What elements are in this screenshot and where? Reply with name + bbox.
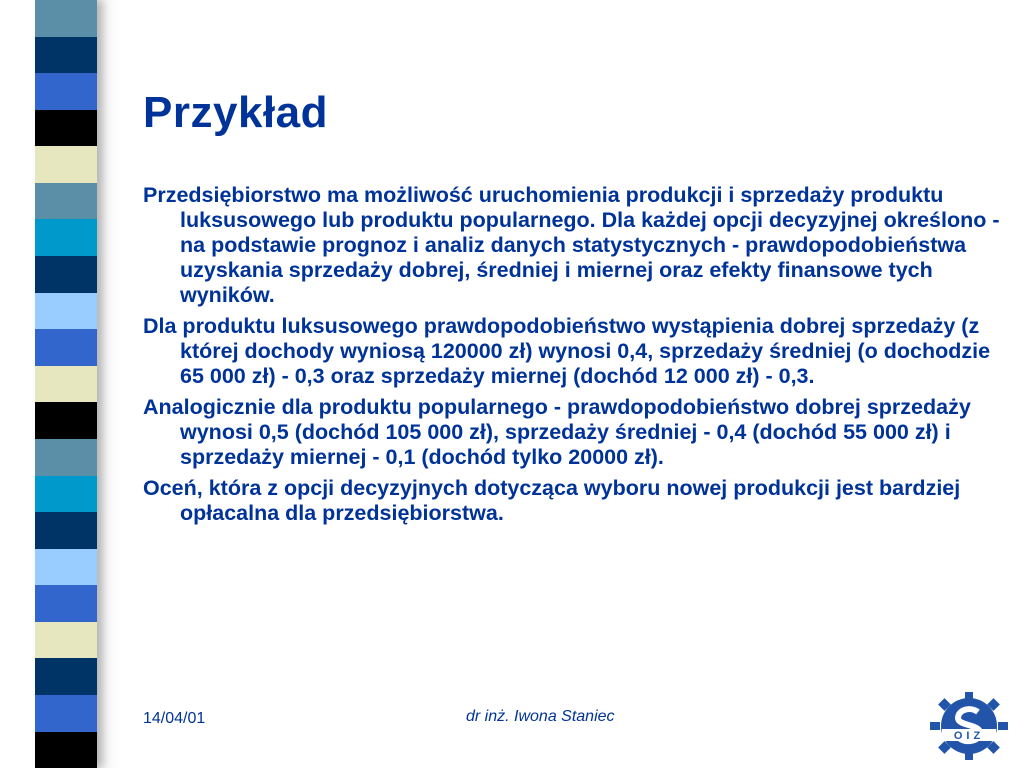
paragraph-3: Analogicznie dla produktu popularnego - prawdopodobieństwo dobrej sprzedaży wynosi 0,5 (dochód 105 000 zł), sprzedaży średniej - 0,4 (dochód 55 000 zł) i sprzedaży miernej - 0,1 (dochód tylko 20000 zł). <box>143 395 971 469</box>
paragraph-2: Dla produktu luksusowego prawdopodobieństwo wystąpienia dobrej sprzedaży (z której dochody wyniosą 120000 zł) wynosi 0,4, sprzedaży średniej (o dochodzie 65 000 zł) - 0,3 oraz sprzedaży miernej (dochód 12 000 zł) - 0,3. <box>143 314 991 388</box>
stripe-segment <box>35 695 97 732</box>
footer-date: 14/04/01 <box>143 710 206 727</box>
stripe-segment <box>35 732 97 768</box>
paragraph-4: Oceń, która z opcji decyzyjnych dotycząca wyboru nowej produkcji jest bardziej opłacalna dla przedsiębiorstwa. <box>143 476 961 525</box>
stripe-segment <box>35 366 97 403</box>
stripe-segment <box>35 73 97 110</box>
stripe-segment <box>35 622 97 659</box>
decorative-stripe <box>35 0 97 768</box>
stripe-segment <box>35 329 97 366</box>
gear-logo-icon <box>928 690 1010 762</box>
stripe-segment <box>35 402 97 439</box>
paragraph-1: Przedsiębiorstwo ma możliwość uruchomienia produkcji i sprzedaży produktu luksusowego lub produktu popularnego. Dla każdej opcji decyzyjnej określono - na podstawie prognoz i analiz danych statystycznych - prawdopodobieństwa uzyskania sprzedaży dobrej, średniej i miernej oraz efekty finansowe tych wyników. <box>143 183 1000 307</box>
stripe-segment <box>35 219 97 256</box>
slide-title: Przykład <box>143 88 328 137</box>
stripe-segment <box>35 512 97 549</box>
footer-author: dr inż. Iwona Staniec <box>466 708 615 725</box>
stripe-segment <box>35 256 97 293</box>
stripe-segment <box>35 37 97 74</box>
logo-text: OIZ <box>953 730 985 742</box>
stripe-segment <box>35 183 97 220</box>
stripe-segment <box>35 476 97 513</box>
stripe-segment <box>35 146 97 183</box>
stripe-segment <box>35 549 97 586</box>
slide-content <box>143 183 1003 532</box>
stripe-segment <box>35 110 97 147</box>
stripe-segment <box>35 293 97 330</box>
stripe-segment <box>35 658 97 695</box>
stripe-segment <box>35 0 97 37</box>
stripe-segment <box>35 585 97 622</box>
stripe-segment <box>35 439 97 476</box>
